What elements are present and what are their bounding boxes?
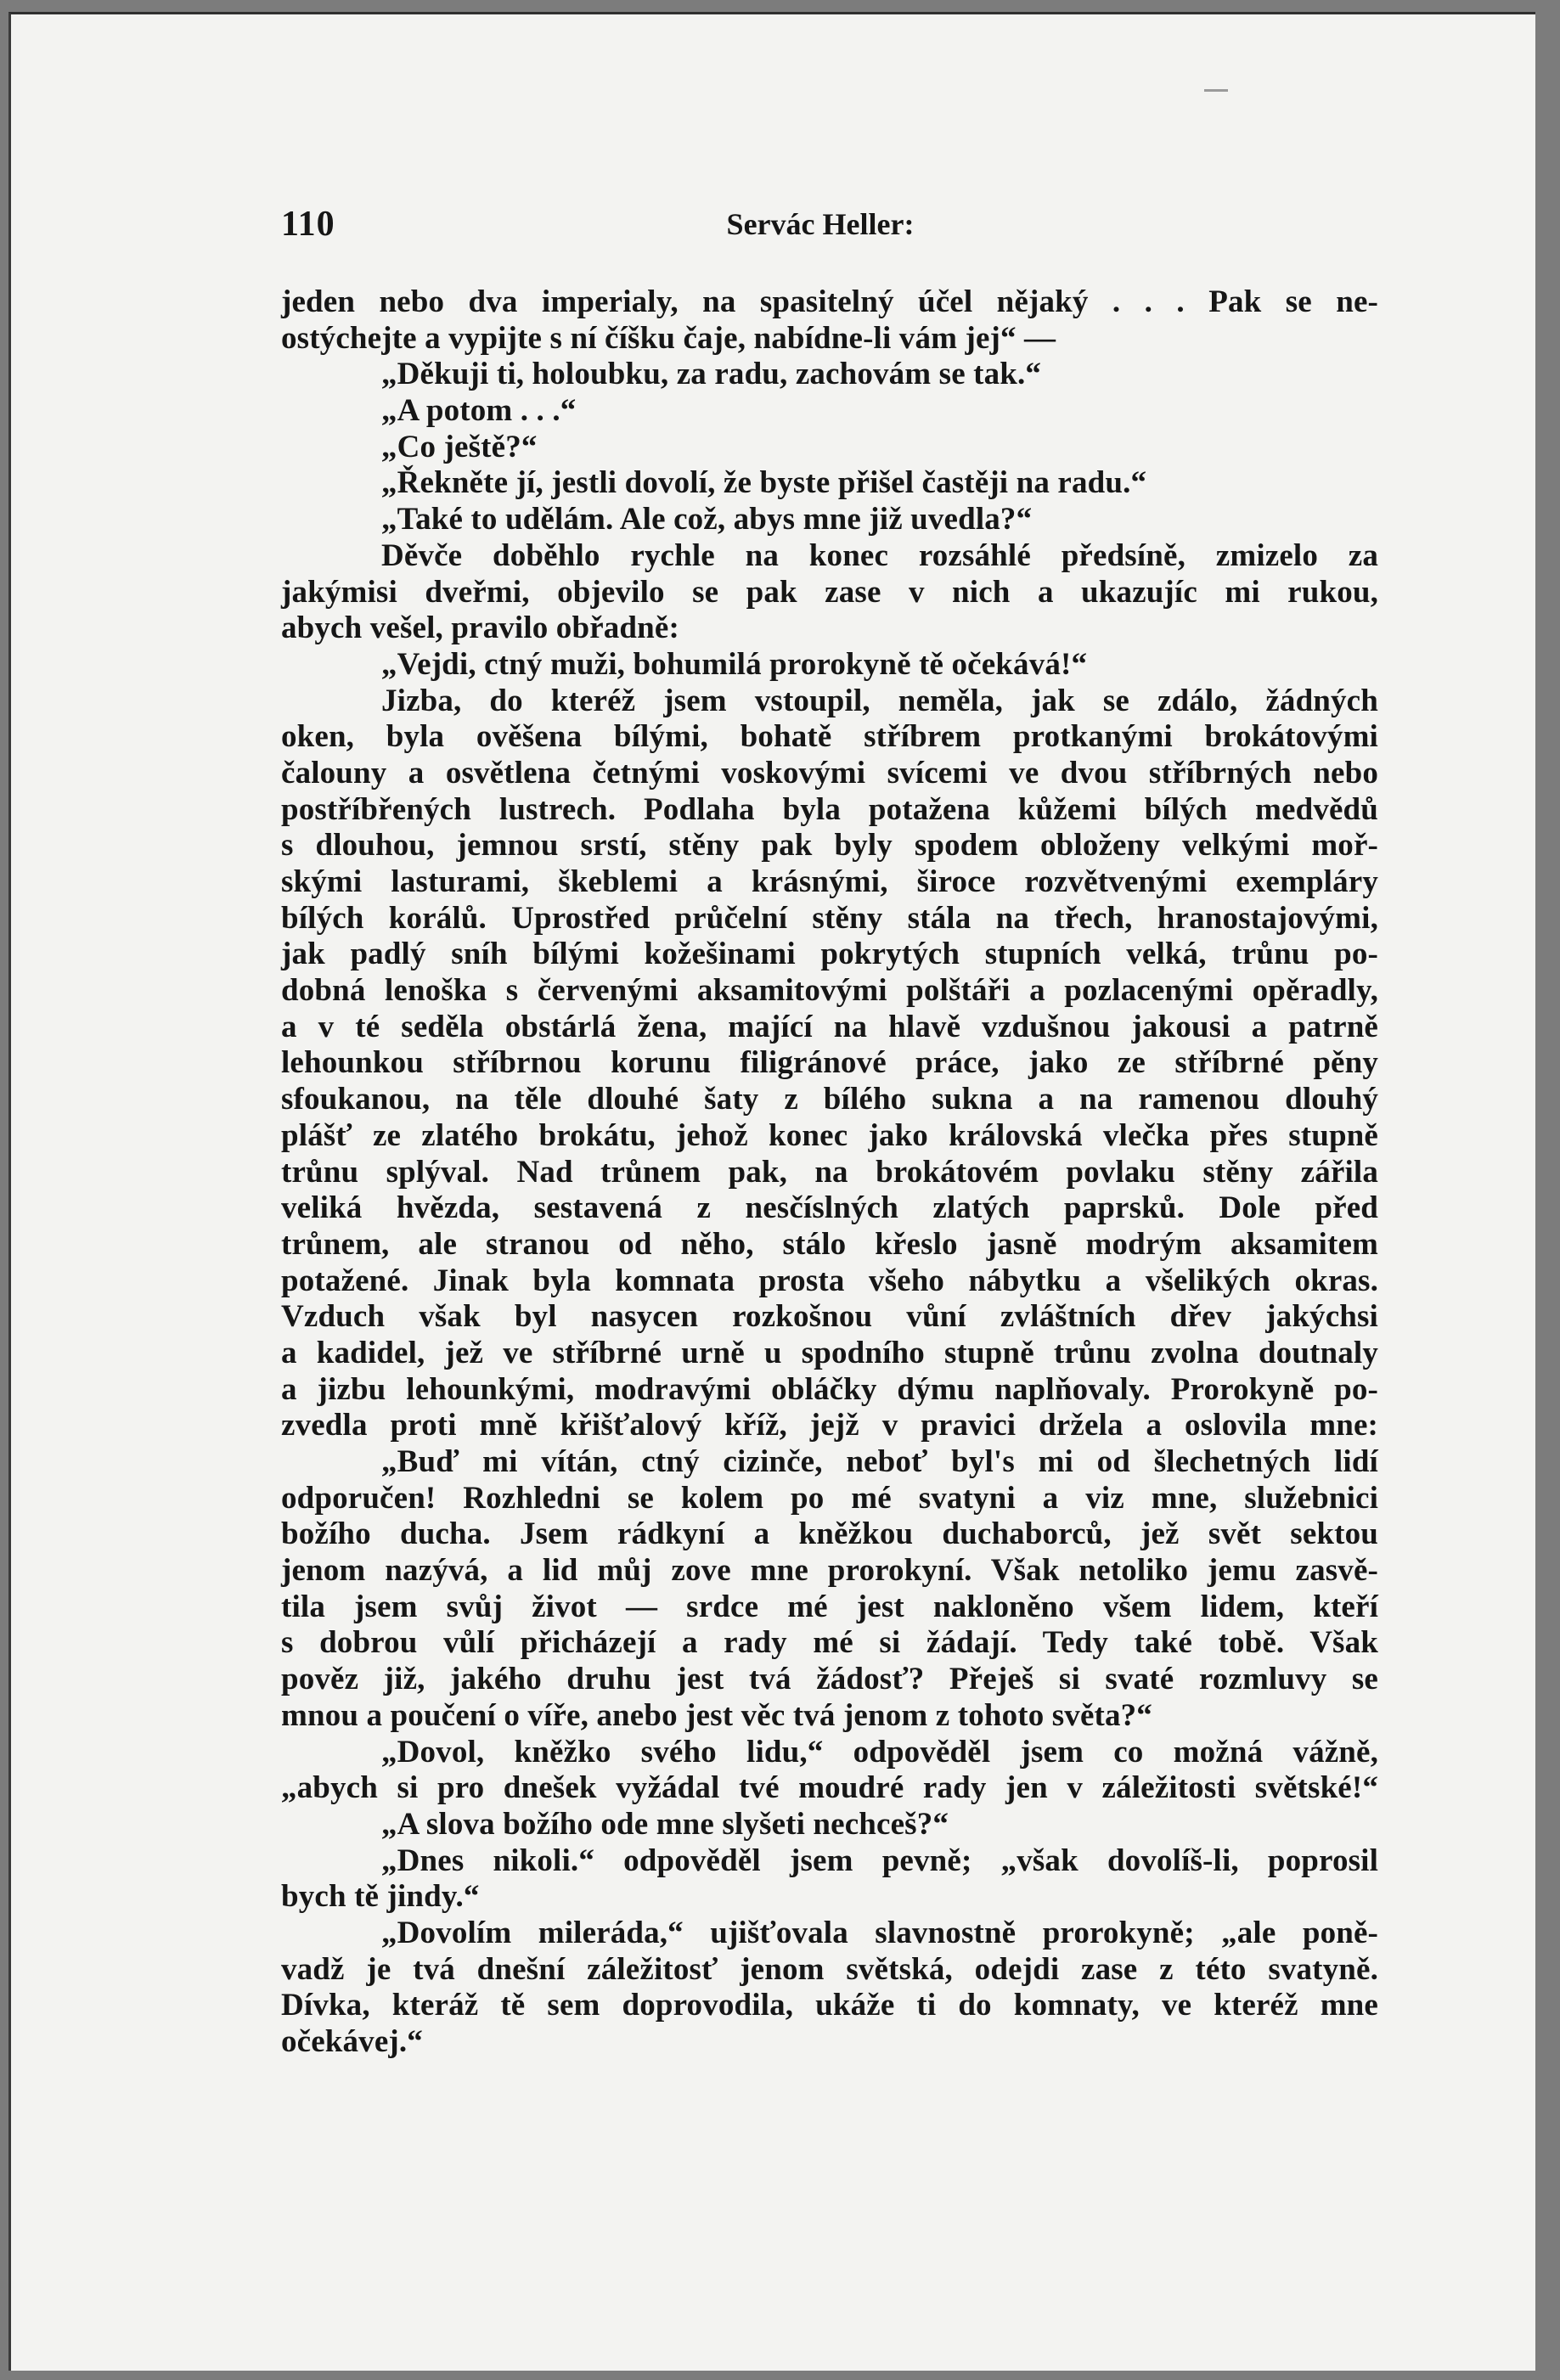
text-line: odporučen! Rozhledni se kolem po mé svatyni a viz mne, služebnici [281,1480,1378,1516]
text-line: „Dovol, kněžko svého lidu,“ odpověděl jsem co možná vážně, [381,1734,1378,1770]
text-line: s dlouhou, jemnou srstí, stěny pak byly spodem obloženy velkými moř- [281,828,1378,864]
text-line: Vzduch však byl nasycen rozkošnou vůní zvláštních dřev jakýchsi [281,1299,1378,1335]
text-line: vadž je tvá dnešní záležitosť jenom světská, odejdi zase z této svatyně. [281,1951,1378,1987]
text-line: potažené. Jinak byla komnata prosta všeho nábytku a všelikých okras. [281,1263,1378,1298]
text-line: čalouny a osvětlena četnými voskovými svícemi ve dvou stříbrných nebo [281,755,1378,791]
text-line: bych tě jindy.“ [281,1879,480,1915]
text-line: Dívka, kteráž tě sem doprovodila, ukáže ti do komnaty, ve kteréž mne [281,1988,1378,2023]
book-page [8,12,1535,2371]
text-line: „A potom . . .“ [381,393,577,429]
text-line: lehounkou stříbrnou korunu filigránové práce, jako ze stříbrné pěny [281,1045,1378,1081]
text-line: veliká hvězda, sestavená z nesčíslných zlatých paprsků. Dole před [281,1190,1378,1226]
running-head: Servác Heller: [726,207,915,241]
text-line: „Řekněte jí, jestli dovolí, že byste přišel častěji na radu.“ [381,465,1147,501]
text-line: oken, byla ověšena bílými, bohatě stříbrem protkanými brokátovými [281,719,1378,755]
text-line: s dobrou vůlí přicházejí a rady mé si žádají. Tedy také tobě. Však [281,1625,1378,1661]
text-line: „Také to udělám. Ale což, abys mne již uvedla?“ [381,502,1033,537]
text-line: jakýmisi dveřmi, objevilo se pak zase v nich a ukazujíc mi rukou, [281,574,1378,610]
text-line: tila jsem svůj život — srdce mé jest nakloněno všem lidem, kteří [281,1589,1378,1624]
text-line: jak padlý sníh bílými kožešinami pokrytých stupních velká, trůnu po- [281,937,1378,972]
text-line: božího ducha. Jsem rádkyní a kněžkou duchaborců, jež svět sektou [281,1516,1378,1552]
page-header [281,201,1360,247]
text-line: jenom nazývá, a lid můj zove mne prorokyní. Však netoliko jemu zasvě- [281,1553,1378,1589]
body-text [281,284,1378,2061]
page-number: 110 [281,205,335,244]
text-line: „Dnes nikoli.“ odpověděl jsem pevně; „však dovolíš-li, poprosil [381,1843,1378,1878]
text-line: „abych si pro dnešek vyžádal tvé moudré rady jen v záležitosti světské!“ [281,1770,1378,1806]
text-line: „Buď mi vítán, ctný cizinče, neboť byl's mi od šlechetných lidí [381,1444,1378,1479]
text-line: a kadidel, jež ve stříbrné urně u spodního stupně trůnu zvolna doutnaly [281,1335,1378,1370]
print-mark [1204,89,1228,92]
text-line: zvedla proti mně křišťalový kříž, jejž v pravici držela a oslovila mne: [281,1408,1378,1443]
text-line: mnou a poučení o víře, anebo jest věc tvá jenom z tohoto světa?“ [281,1697,1152,1733]
text-line: ostýchejte a vypijte s ní číšku čaje, nabídne-li vám jej“ — [281,320,1056,356]
text-line: trůnem, ale stranou od něho, stálo křeslo jasně modrým aksamitem [281,1226,1378,1262]
text-line: a jizbu lehounkými, modravými obláčky dýmu naplňovaly. Prorokyně po- [281,1371,1378,1407]
text-line: postříbřených lustrech. Podlaha byla potažena kůžemi bílých medvědů [281,791,1378,827]
text-line: „A slova božího ode mne slyšeti nechceš?“ [381,1806,949,1842]
text-line: „Děkuji ti, holoubku, za radu, zachovám se tak.“ [381,357,1042,392]
text-line: dobná lenoška s červenými aksamitovými polštáři a pozlacenými opěradly, [281,973,1378,1009]
text-line: Děvče doběhlo rychle na konec rozsáhlé předsíně, zmizelo za [381,537,1378,573]
text-line: „Dovolím mileráda,“ ujišťovala slavnostně prorokyně; „ale poně- [381,1915,1378,1950]
text-line: očekávej.“ [281,2024,423,2059]
text-line: „Vejdi, ctný muži, bohumilá prorokyně tě očekává!“ [381,646,1088,682]
text-line: bílých korálů. Uprostřed průčelní stěny stála na třech, hranostajovými, [281,900,1378,936]
text-line: Jizba, do kteréž jsem vstoupil, neměla, jak se zdálo, žádných [381,683,1378,718]
text-line: abych vešel, pravilo obřadně: [281,610,679,646]
text-line: plášť ze zlatého brokátu, jehož konec jako královská vlečka přes stupně [281,1117,1378,1153]
text-line: trůnu splýval. Nad trůnem pak, na brokátovém povlaku stěny zářila [281,1154,1378,1190]
text-line: sfoukanou, na těle dlouhé šaty z bílého sukna a na ramenou dlouhý [281,1082,1378,1117]
text-line: „Co ještě?“ [381,429,538,464]
text-line: skými lasturami, škeblemi a krásnými, široce rozvětvenými exempláry [281,864,1378,899]
text-line: pověz již, jakého druhu jest tvá žádosť? Přeješ si svaté rozmluvy se [281,1662,1378,1697]
text-line: a v té seděla obstárlá žena, mající na hlavě vzdušnou jakousi a patrně [281,1009,1378,1044]
text-line: jeden nebo dva imperialy, na spasitelný účel nějaký . . . Pak se ne- [281,284,1378,319]
